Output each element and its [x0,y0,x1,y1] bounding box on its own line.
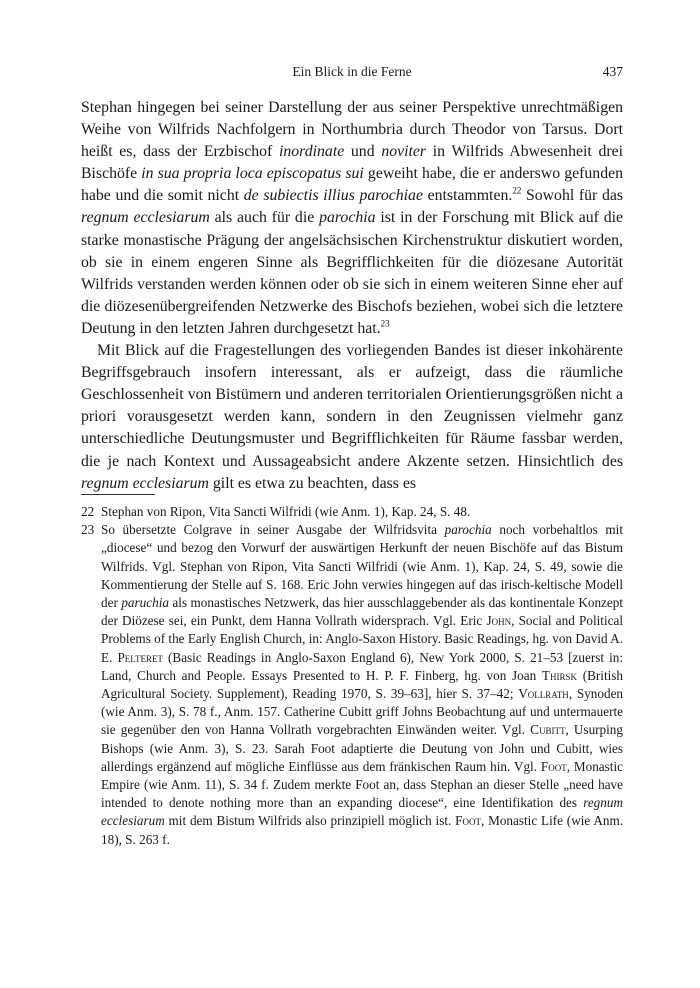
footnote-23 [81,521,623,849]
latin-term: parochia [319,209,376,227]
text-run: Mit Blick auf die Fragestellungen des vorliegenden Bandes ist dieser inkohärente Begriffsgebrauch insofern interessant, als er aufzeigt, dass die räumliche Geschlossenheit von Bistümern und anderen territorialen Orientierungsgrößen nicht a priori vorausgesetzt werden kann, sondern in den Zeugnissen vielmehr ganz unterschiedliche Deutungsmuster und Begrifflichkeiten für Räume fassbar werden, die je nach Kontext und Aussageabsicht andere Akzente setzen. Hinsichtlich des [81,342,623,470]
footnote-text: , Social and Political Problems of the Early English Church, in: Anglo-Saxon History. Basic Readings, hg. von David A. E. [101,613,623,665]
latin-quote: in sua propria loca episcopatus sui [141,165,364,183]
text-run: geweiht habe, die er anderswo gefunden habe und die somit nicht [81,165,623,205]
footnote-number: 23 [81,522,95,538]
footnote-text: , Usurping Bishops (wie Anm. 3), S. 23. Sarah Foot adaptierte die Deutung von John und Cubitt, wies allerdings ergänzend auf mögliche Einflüsse aus dem fränkischen Raum hin. Vgl. [101,722,623,774]
latin-term: regnum ecclesiarum [101,795,623,829]
author-name: Cubitt [530,722,566,738]
latin-term: inordinate [278,143,345,161]
text-run: und [344,143,382,161]
footnote-text: (Basic Readings in Anglo-Saxon England 6), New York 2000, S. 21–53 [zuerst in: Land, Church and People. Essays Presented to H. P. F. Finberg, hg. von Joan [101,649,624,683]
author-name: Foot [455,813,481,829]
running-head [81,64,623,84]
text-run: als auch für die [209,209,320,227]
paragraph-2 [81,340,623,495]
latin-term: paruchia [121,595,169,611]
footnote-text: , Monastic Empire (wie Anm. 11), S. 34 f. Zudem merkte Foot an, dass Stephan an dieser Stelle „need have intended to denote nothing more than an expanding diocese“, eine Identifikation des [101,758,623,811]
author-name: Thirsk [541,667,577,683]
author-name: Pelteret [117,649,163,665]
footnote-ref-22[interactable]: 22 [512,186,522,197]
text-run: Stephan hingegen bei seiner Darstellung der aus seiner Perspektive unrechtmäßigen Weihe von Wilfrids Nachfolgern in Northumbria durch Theodor von Tarsus. Dort heißt es, dass der Erzbischof [81,99,623,161]
footnotes [81,503,623,849]
paragraph-1 [81,97,623,340]
footnote-number: 22 [81,504,95,519]
author-name: John [486,613,512,629]
latin-term: regnum ecclesiarum [81,474,209,492]
footnote-text: noch vorbehaltlos mit „diocese“ und bezog den Vorwurf der auswärtigen Herkunft der neuen Bischöfe auf das Bistum Wilfrids. Vgl. Stephan von Ripon, Vita Sancti Wilfridi (wie Anm. 1), Kap. 24, S. 49, sowie die Kommentierung der Stelle auf S. 168. Eric John verwies hingegen auf das irisch-keltische Modell der [101,522,623,611]
footnote-text: Stephan von Ripon, Vita Sancti Wilfridi (wie Anm. 1), Kap. 24, S. 48. [101,504,471,519]
footnote-text: als monastisches Netzwerk, das hier ausschlaggebender als das kontinentale Konzept der Diözese sei, ein Punkt, dem Hanna Vollrath widersprach. Vgl. Eric [101,595,624,629]
footnote-text: So übersetzte Colgrave in seiner Ausgabe der Wilfridsvita [101,522,445,538]
page-number: 437 [602,64,623,79]
text-run: in Wilfrids Abwesenheit drei Bischöfe [81,143,624,183]
footnote-text: mit dem Bistum Wilfrids also prinzipiell möglich ist. [164,813,456,829]
text-run: gilt es etwa zu beachten, dass es [208,474,416,492]
text-run: Sowohl für das [521,187,624,205]
latin-term: parochia [444,522,492,538]
footnote-22 [81,503,623,521]
text-run: entstammten. [422,187,513,205]
footnote-text: , Monastic Life (wie Anm. 18), S. 263 f. [101,813,623,847]
footnote-text: (British Agricultural Society. Supplement), Reading 1970, S. 39–63], hier S. 37–42; [101,667,623,702]
author-name: Vollrath [518,686,569,702]
footnote-ref-23[interactable]: 23 [380,318,390,329]
latin-term: regnum ecclesiarum [81,209,210,227]
footnote-separator [81,494,155,495]
main-text [81,97,623,495]
latin-quote: de subiectis illius parochiae [243,187,423,205]
author-name: Foot [540,758,567,774]
latin-term: noviter [381,143,427,161]
text-run: ist in der Forschung mit Blick auf die starke monastische Prägung der angelsächsischen Kirchenstruktur diskutiert worden, ob sie in einem engeren Sinne als Begrifflichkeiten für die diözesane Autorität Wilfrids verstanden werden können oder ob sie sich in einem weiteren Sinne eher auf die diözesenübergreifenden Netzwerke des Bischofs beziehen, wobei sich die letztere Deutung in den letzten Jahren durchgesetzt hat. [81,209,623,337]
running-title: Ein Blick in die Ferne [292,64,412,79]
footnote-text: , Synoden (wie Anm. 3), S. 78 f., Anm. 157. Catherine Cubitt griff Johns Beobachtung auf und untermauerte sie gegenüber den von Hanna Vollrath vorgebrachten Einwänden weiter. Vgl. [101,686,624,738]
